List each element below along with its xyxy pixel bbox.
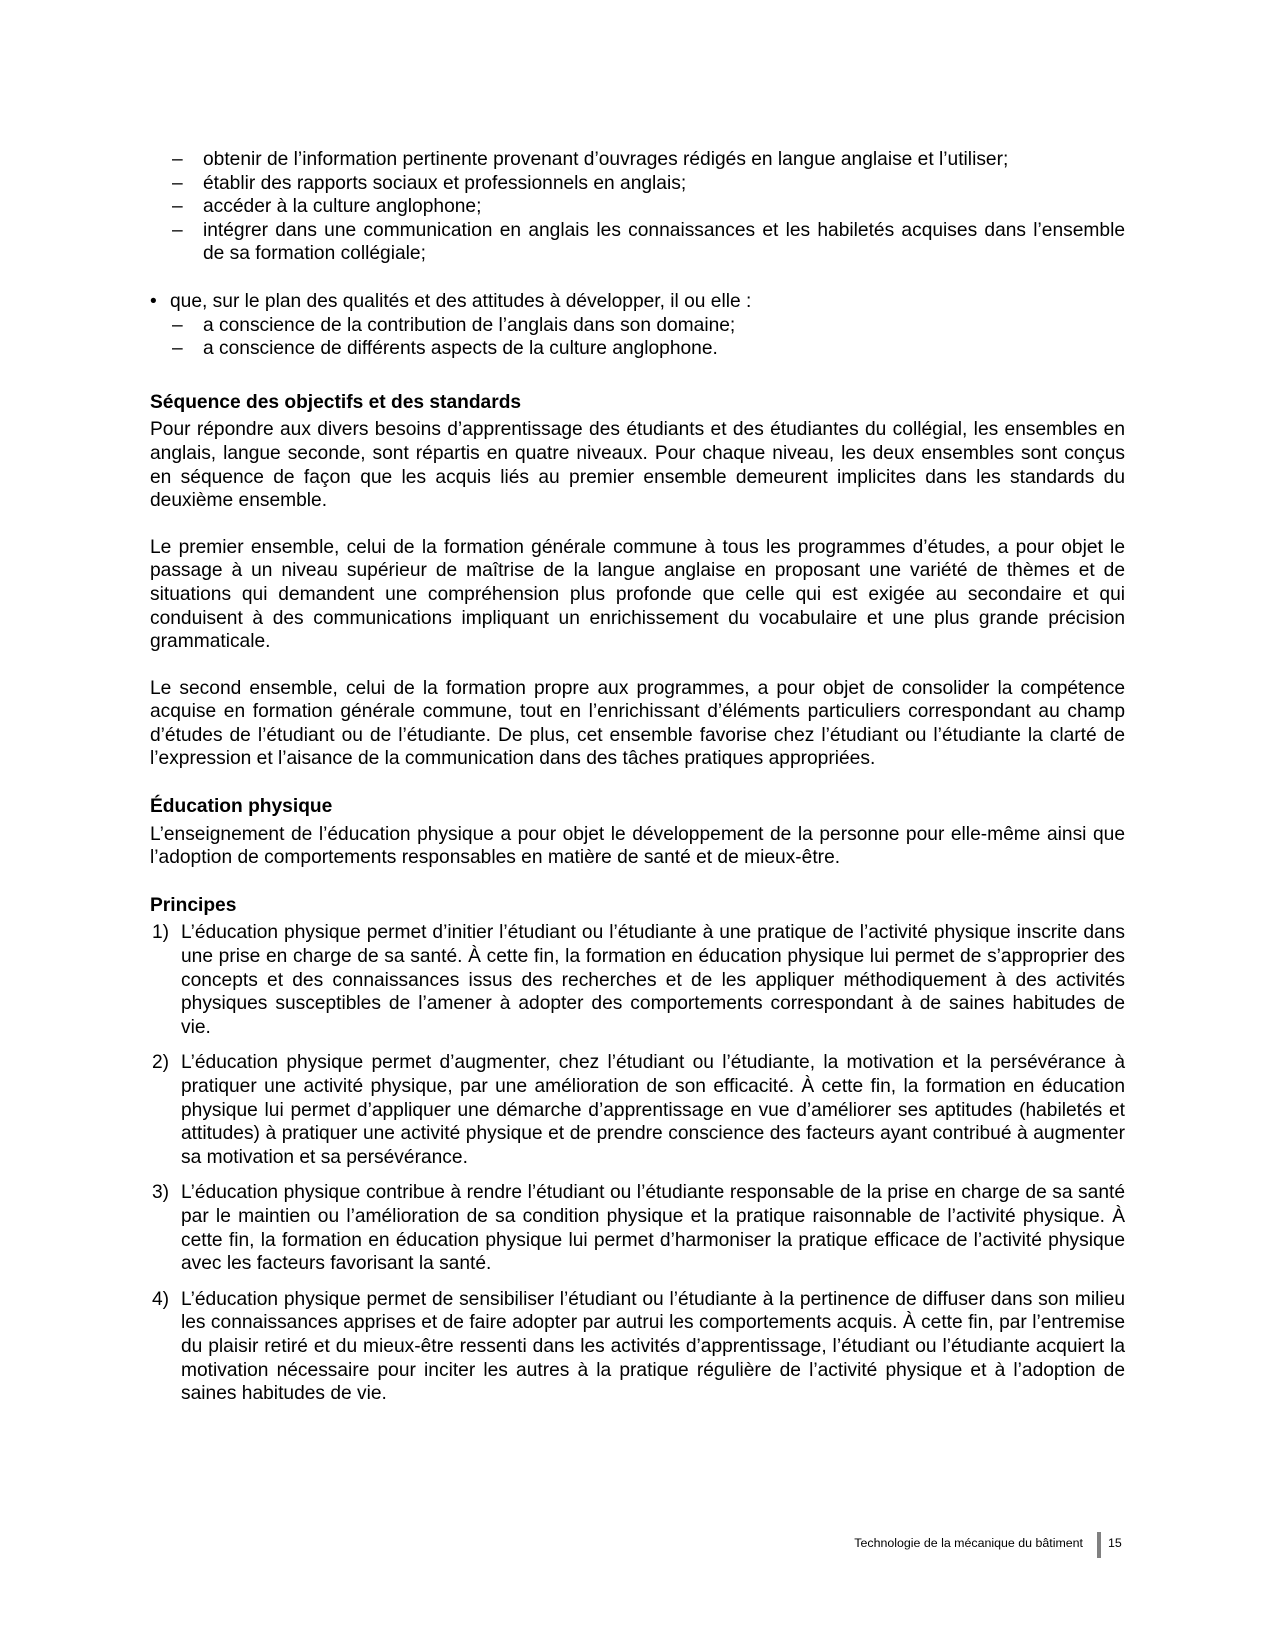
- list-number: 1): [152, 922, 170, 944]
- principes-list: [150, 921, 1125, 1405]
- list-item: [150, 921, 1125, 1039]
- list-item: [150, 148, 1125, 172]
- list-number: 4): [152, 1288, 170, 1310]
- qualities-lead: [150, 290, 1125, 314]
- paragraph: Le premier ensemble, celui de la formation générale commune à tous les programmes d’études, a pour objet le passage à un niveau supérieur de maîtrise de la langue anglaise en proposant une variété de thèmes et de situations qui demandent une compréhension plus profonde que celle qui est exigée au secondaire et qui conduisent à des communications impliquant un enrichissement du vocabulaire et une plus grande précision grammaticale.: [150, 536, 1125, 653]
- list-item: [150, 195, 1125, 219]
- list-item: [150, 172, 1125, 196]
- intro-dash-list: [150, 148, 1125, 266]
- dash-icon: –: [172, 219, 183, 241]
- dash-icon: –: [172, 196, 183, 218]
- list-item-text: établir des rapports sociaux et professionnels en anglais;: [203, 172, 687, 194]
- list-item-text: L’éducation physique permet de sensibiliser l’étudiant ou l’étudiante à la pertinence de diffuser dans son milieu les connaissances apprises et de faire adopter par autrui les comportements acquis. À cette fin, par l’entremise du plaisir retiré et du mieux-être ressenti dans les activités d’apprentissage, l’étudiant ou l’étudiante acquiert la motivation nécessaire pour inciter les autres à la pratique régulière de l’activité physique et à l’adoption de saines habitudes de vie.: [181, 1288, 1125, 1405]
- paragraph: Pour répondre aux divers besoins d’apprentissage des étudiants et des étudiantes du collégial, les ensembles en anglais, langue seconde, sont répartis en quatre niveaux. Pour chaque niveau, les deux ensembles sont conçus en séquence de façon que les acquis liés au premier ensemble demeurent implicites dans les standards du deuxième ensemble.: [150, 419, 1125, 512]
- list-number: 3): [152, 1182, 170, 1204]
- list-number: 2): [152, 1052, 170, 1074]
- dash-icon: –: [172, 149, 183, 170]
- footer-divider: [1097, 1532, 1101, 1558]
- list-item: [150, 337, 1125, 361]
- list-item: [150, 314, 1125, 338]
- section-heading-sequence: Séquence des objectifs et des standards: [150, 391, 522, 413]
- section-heading-education-physique: Éducation physique: [150, 796, 333, 818]
- qualities-block: [150, 290, 1125, 361]
- page-number: 15: [1108, 1536, 1122, 1550]
- list-item-text: L’éducation physique permet d’initier l’étudiant ou l’étudiante à une pratique de l’activité physique inscrite dans une prise en charge de sa santé. À cette fin, la formation en éducation physique lui permet de s’approprier des concepts et des connaissances issus des recherches et de les appliquer méthodiquement à des activités physiques susceptibles de l’amener à adopter des comportements correspondant à de saines habitudes de vie.: [181, 922, 1125, 1038]
- list-item-text: obtenir de l’information pertinente provenant d’ouvrages rédigés en langue anglaise et l’utiliser;: [203, 149, 1009, 170]
- dash-icon: –: [172, 314, 183, 336]
- paragraph: Le second ensemble, celui de la formation propre aux programmes, a pour objet de consolider la compétence acquise en formation générale commune, tout en l’enrichissant d’éléments particuliers correspondant au champ d’études de l’étudiant ou de l’étudiante. De plus, cet ensemble favorise chez l’étudiant ou l’étudiante la clarté de l’expression et l’aisance de la communication dans des tâches pratiques appropriées.: [150, 677, 1125, 770]
- paragraph: L’enseignement de l’éducation physique a pour objet le développement de la personne pour elle-même ainsi que l’adoption de comportements responsables en matière de santé et de mieux-être.: [150, 823, 1125, 869]
- list-item-text: L’éducation physique contribue à rendre l’étudiant ou l’étudiante responsable de la prise en charge de sa santé par le maintien ou l’amélioration de sa condition physique et la pratique raisonnable de l’activité physique. À cette fin, la formation en éducation physique lui permet d’harmoniser la pratique efficace de l’activité physique avec les facteurs favorisant la santé.: [181, 1182, 1125, 1275]
- list-item-text: intégrer dans une communication en anglais les connaissances et les habiletés acquises dans l’ensemble de sa formation collégiale;: [203, 219, 1125, 265]
- list-item: [150, 1051, 1125, 1169]
- page-footer: [0, 1532, 1275, 1558]
- section-heading-principes: Principes: [150, 894, 237, 916]
- list-item: [150, 1288, 1125, 1406]
- dash-icon: –: [172, 338, 183, 360]
- list-item-text: L’éducation physique permet d’augmenter, chez l’étudiant ou l’étudiante, la motivation et la persévérance à pratiquer une activité physique, par une amélioration de son efficacité. À cette fin, la formation en éducation physique lui permet d’appliquer une démarche d’apprentissage en vue d’améliorer ses aptitudes (habiletés et attitudes) à pratiquer une activité physique et de prendre conscience des facteurs ayant contribué à augmenter sa motivation et sa persévérance.: [181, 1052, 1125, 1168]
- qualities-lead-text: que, sur le plan des qualités et des attitudes à développer, il ou elle :: [170, 290, 752, 312]
- list-item: [150, 1181, 1125, 1275]
- dash-icon: –: [172, 172, 183, 194]
- list-item-text: a conscience de différents aspects de la culture anglophone.: [203, 338, 718, 360]
- list-item: [150, 219, 1125, 266]
- list-item-text: a conscience de la contribution de l’anglais dans son domaine;: [203, 314, 736, 336]
- footer-title: Technologie de la mécanique du bâtiment: [854, 1536, 1083, 1550]
- page-body: [150, 148, 1125, 1418]
- bullet-icon: •: [150, 290, 157, 312]
- list-item-text: accéder à la culture anglophone;: [203, 196, 482, 218]
- qualities-dash-list: [150, 314, 1125, 361]
